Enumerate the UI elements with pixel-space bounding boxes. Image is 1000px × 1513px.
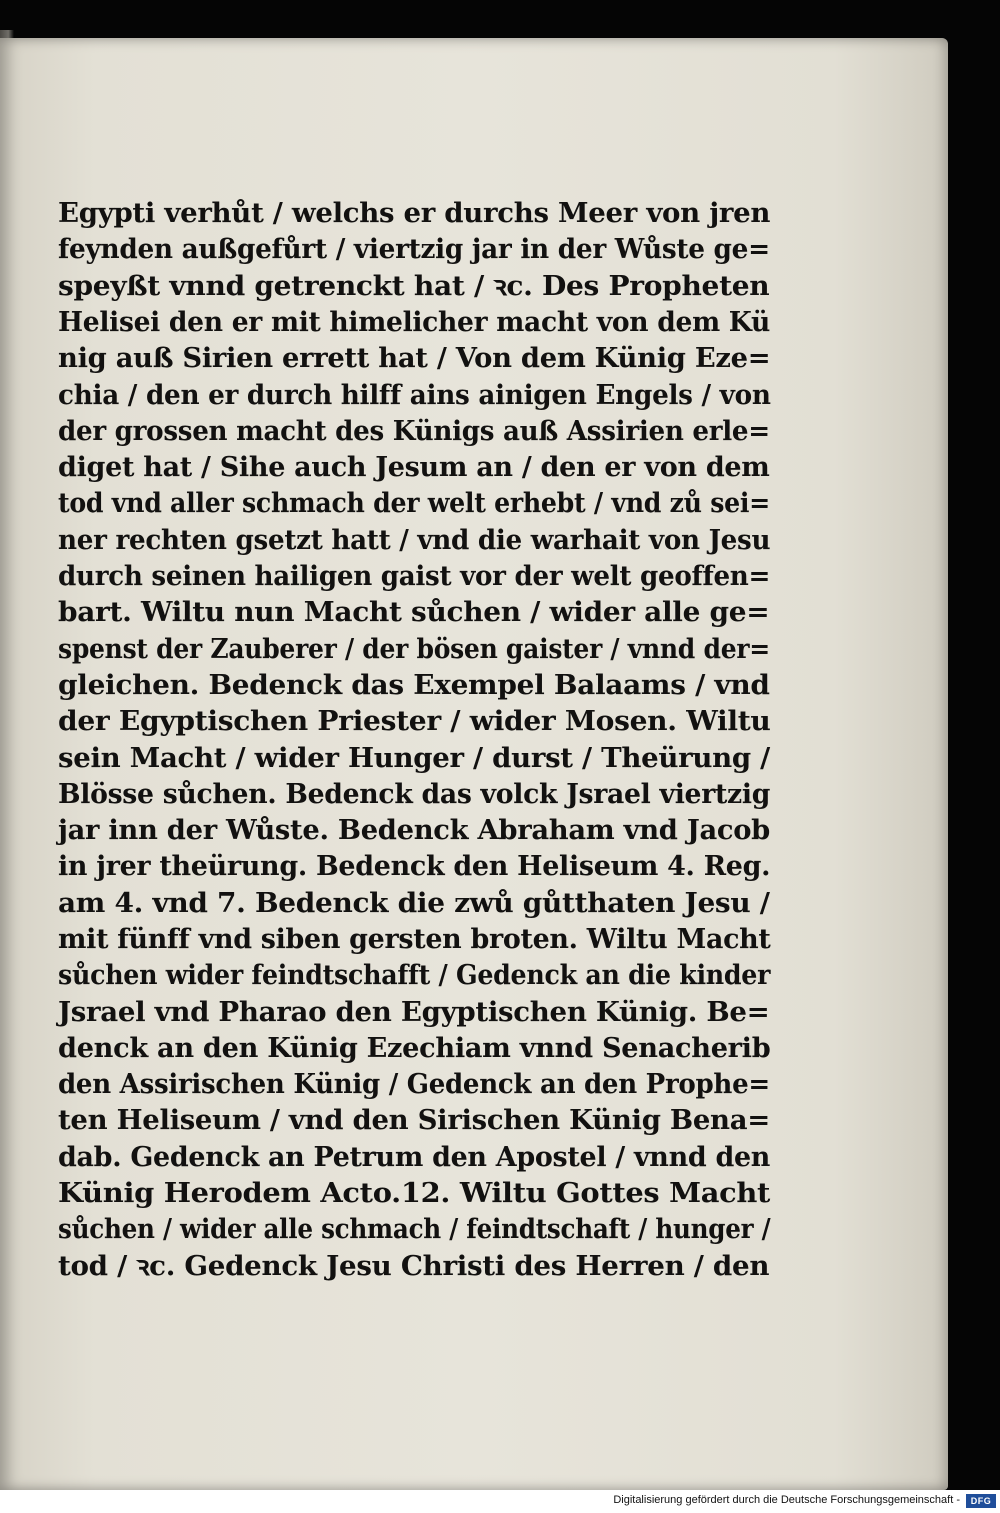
text-line: mit fünff vnd siben gersten broten. Wiltu Macht: [58, 924, 771, 955]
footer-bar: [0, 1490, 1000, 1513]
digitization-credit: Digitalisierung gefördert durch die Deutsche Forschungsgemeinschaft -: [613, 1494, 960, 1506]
text-line: bart. Wiltu nun Macht sůchen / wider alle ge=: [58, 597, 770, 628]
text-line: Blösse sůchen. Bedenck das volck Jsrael viertzig: [58, 779, 771, 810]
text-line: tod vnd aller schmach der welt erhebt / vnd zů sei=: [58, 488, 771, 519]
text-line: Künig Herodem Acto.12. Wiltu Gottes Macht: [58, 1178, 771, 1209]
text-line: sůchen wider feindtschafft / Gedenck an die kinder: [58, 960, 771, 991]
text-line: Egypti verhůt / welchs er durchs Meer von jren: [58, 198, 771, 229]
text-line: in jrer theürung. Bedenck den Heliseum 4. Reg.: [58, 851, 771, 882]
text-line: diget hat / Sihe auch Jesum an / den er von dem: [58, 452, 770, 483]
text-line: den Assirischen Künig / Gedenck an den Prophe=: [58, 1069, 770, 1100]
text-line: Jsrael vnd Pharao den Egyptischen Künig. Be=: [58, 997, 770, 1028]
dfg-logo: DFG: [966, 1494, 996, 1508]
text-line: nig auß Sirien errett hat / Von dem Künig Eze=: [58, 343, 771, 374]
text-line: spenst der Zauberer / der bösen gaister / vnnd der=: [58, 634, 770, 665]
text-line: sein Macht / wider Hunger / durst / Theürung /: [58, 743, 770, 774]
text-line: ten Heliseum / vnd den Sirischen Künig Bena=: [58, 1105, 771, 1136]
text-line: jar inn der Wůste. Bedenck Abraham vnd Jacob: [58, 815, 771, 846]
text-line: der grossen macht des Künigs auß Assirien erle=: [58, 416, 770, 447]
text-line: chia / den er durch hilff ains ainigen Engels / von: [58, 380, 771, 411]
text-line: tod / ꝛc. Gedenck Jesu Christi des Herren / den: [58, 1251, 770, 1282]
text-line: dab. Gedenck an Petrum den Apostel / vnnd den: [58, 1142, 771, 1173]
text-line: gleichen. Bedenck das Exempel Balaams / vnd: [58, 670, 770, 701]
text-line: feynden außgefůrt / viertzig jar in der Wůste ge=: [58, 234, 770, 265]
text-line: der Egyptischen Priester / wider Mosen. Wiltu: [58, 706, 771, 737]
text-line: sůchen / wider alle schmach / feindtschaft / hunger /: [58, 1214, 771, 1245]
text-line: am 4. vnd 7. Bedenck die zwů gůtthaten Jesu /: [58, 888, 770, 919]
text-line: durch seinen hailigen gaist vor der welt geoffen=: [58, 561, 771, 592]
text-line: speyßt vnnd getrenckt hat / ꝛc. Des Propheten: [58, 271, 770, 302]
text-line: denck an den Künig Ezechiam vnnd Senacherib: [58, 1033, 771, 1064]
book-page: [0, 38, 948, 1490]
text-line: Helisei den er mit himelicher macht von dem Kü: [58, 307, 770, 338]
text-line: ner rechten gsetzt hatt / vnd die warhait von Jesu: [58, 525, 771, 556]
